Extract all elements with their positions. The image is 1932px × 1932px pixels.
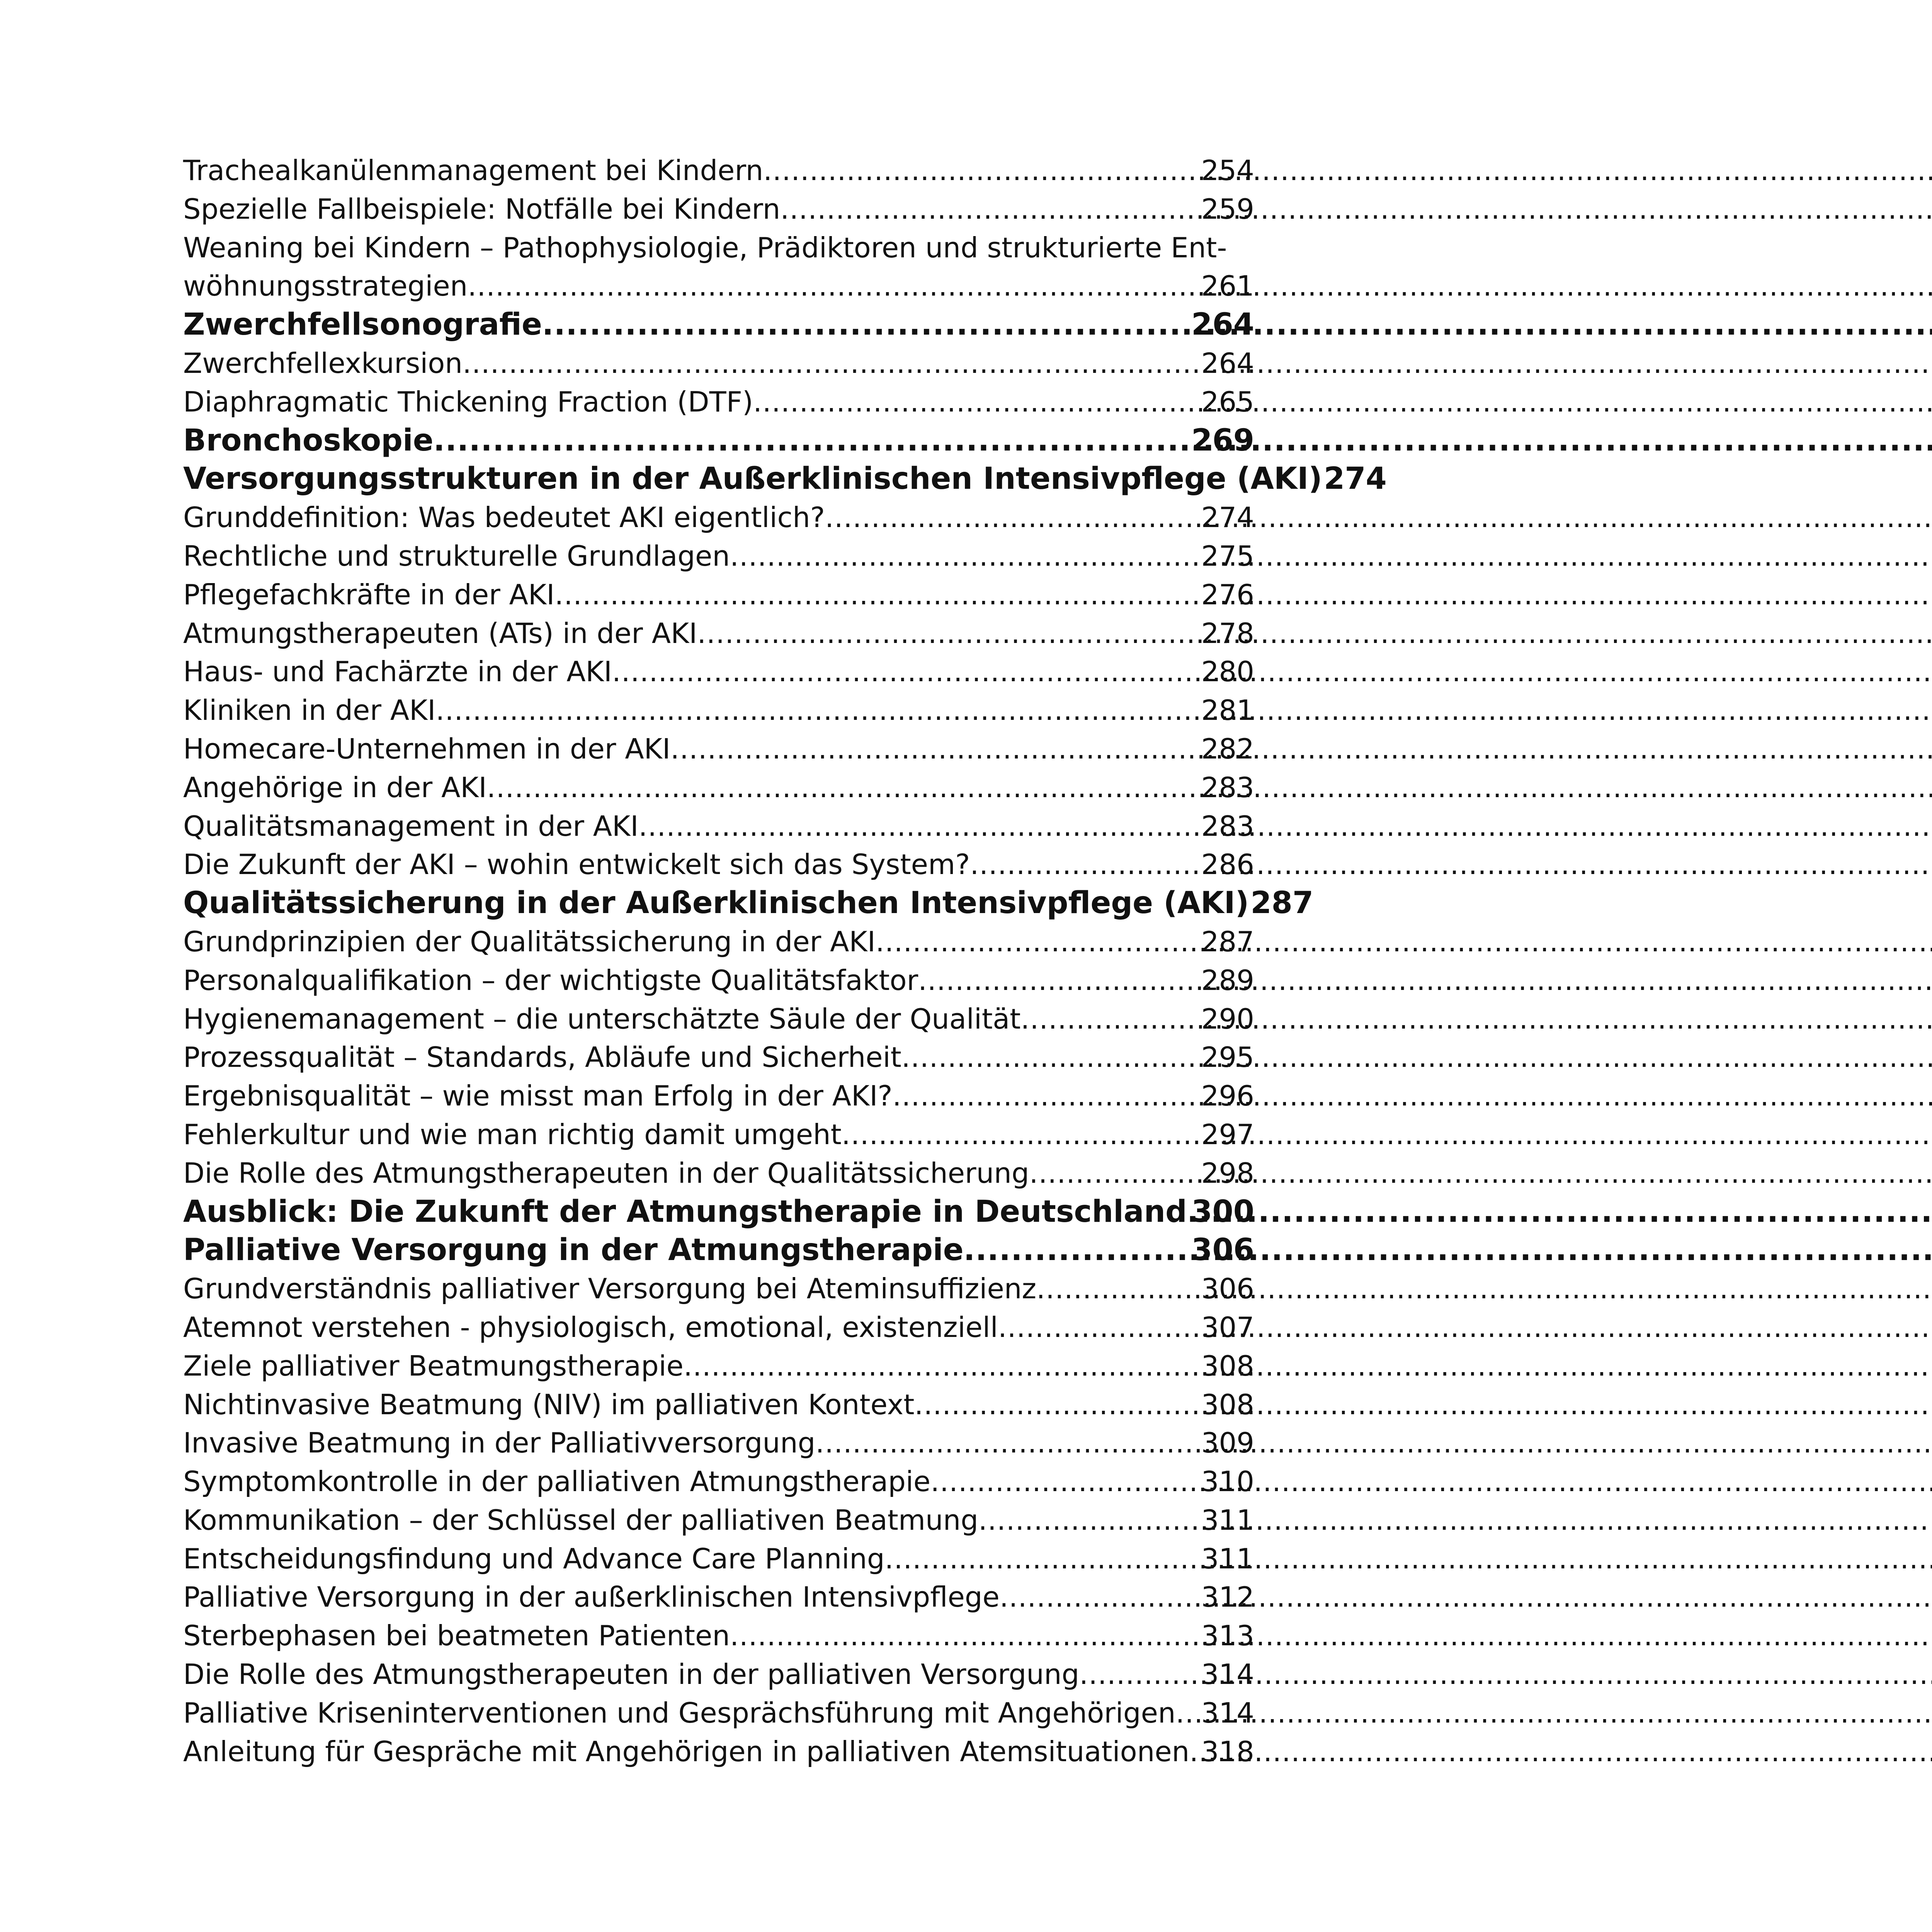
toc-page-number: 290 xyxy=(1201,1002,1254,1035)
toc-entry-title: Fehlerkultur und wie man richtig damit umgeht xyxy=(183,1118,842,1151)
toc-page-number: 296 xyxy=(1201,1080,1254,1112)
toc-entry[interactable] xyxy=(183,691,1254,730)
toc-entry-title: Haus- und Fachärzte in der AKI xyxy=(183,655,612,688)
toc-chapter-entry[interactable] xyxy=(183,306,1254,344)
toc-entry[interactable] xyxy=(183,267,1254,306)
toc-chapter-title: Qualitätssicherung in der Außerklinischen Intensivpflege (AKI) xyxy=(183,886,1249,921)
toc-page-number: 308 xyxy=(1201,1388,1254,1421)
toc-page-number: 283 xyxy=(1201,810,1254,842)
toc-page-number: 282 xyxy=(1201,732,1254,765)
toc-entry[interactable] xyxy=(183,1540,1254,1578)
toc-page-number: 264 xyxy=(1191,307,1254,342)
toc-leader-dots xyxy=(842,1116,1200,1154)
toc-entry-title: Invasive Beatmung in der Palliativversorgung xyxy=(183,1427,816,1459)
toc-entry[interactable] xyxy=(183,1038,1254,1077)
toc-entry[interactable] xyxy=(183,1116,1254,1154)
toc-chapter-entry[interactable] xyxy=(183,422,1254,460)
toc-page-number: 298 xyxy=(1201,1156,1254,1189)
toc-page-number: 311 xyxy=(1201,1503,1254,1536)
toc-page-number: 300 xyxy=(1191,1194,1254,1229)
toc-leader-dots xyxy=(638,807,1199,846)
toc-page-number: 311 xyxy=(1201,1542,1254,1575)
toc-page-number: 259 xyxy=(1201,192,1254,225)
toc-entry[interactable] xyxy=(183,961,1254,1000)
toc-leader-dots xyxy=(542,306,1190,344)
toc-leader-dots xyxy=(684,1347,1200,1386)
toc-entry[interactable] xyxy=(183,1154,1254,1193)
toc-leader-dots xyxy=(901,1038,1200,1077)
toc-entry[interactable] xyxy=(183,923,1254,961)
toc-page-number: 276 xyxy=(1201,578,1254,611)
toc-entry[interactable] xyxy=(183,1077,1254,1116)
toc-leader-dots xyxy=(1036,1270,1199,1308)
toc-leader-dots xyxy=(1021,1000,1200,1039)
toc-page-number: 286 xyxy=(1201,848,1254,881)
toc-leader-dots xyxy=(1176,1694,1200,1733)
toc-page-number: 307 xyxy=(1201,1311,1254,1344)
toc-entry[interactable] xyxy=(183,1000,1254,1039)
toc-entry-title: Die Rolle des Atmungstherapeuten in der palliativen Versorgung xyxy=(183,1658,1080,1691)
toc-entry[interactable] xyxy=(183,807,1254,846)
toc-entry-title: Die Zukunft der AKI – wohin entwickelt sich das System? xyxy=(183,848,970,881)
toc-leader-dots xyxy=(964,1231,1190,1270)
toc-entry-title: Symptomkontrolle in der palliativen Atmungstherapie xyxy=(183,1465,931,1498)
toc-page-number: 318 xyxy=(1201,1735,1254,1768)
toc-entry[interactable] xyxy=(183,498,1254,537)
toc-chapter-entry[interactable] xyxy=(183,1231,1254,1270)
toc-entry[interactable] xyxy=(183,537,1254,576)
toc-entry[interactable] xyxy=(183,614,1254,653)
toc-entry[interactable] xyxy=(183,1501,1254,1540)
toc-entry-title: Qualitätsmanagement in der AKI xyxy=(183,810,639,842)
toc-entry-title: Atemnot verstehen - physiologisch, emotional, existenziell xyxy=(183,1311,998,1344)
toc-entry-title: Nichtinvasive Beatmung (NIV) im palliativen Kontext xyxy=(183,1388,915,1421)
toc-page-number: 280 xyxy=(1201,655,1254,688)
toc-page-number: 287 xyxy=(1250,886,1314,921)
toc-entry-title: Hygienemanagement – die unterschätzte Säule der Qualität xyxy=(183,1002,1021,1035)
toc-entry-title: Grundprinzipien der Qualitätssicherung in der AKI xyxy=(183,925,876,958)
toc-entry[interactable] xyxy=(183,1655,1254,1694)
toc-page-number: 309 xyxy=(1201,1427,1254,1459)
toc-entry-title-line1: Weaning bei Kindern – Pathophysiologie, Prädiktoren und strukturierte Ent- xyxy=(183,231,1227,264)
toc-leader-dots xyxy=(436,691,1200,730)
toc-entry-title: Die Rolle des Atmungstherapeuten in der Qualitätssicherung xyxy=(183,1156,1029,1189)
toc-leader-dots xyxy=(730,537,1200,576)
toc-leader-dots xyxy=(815,1424,1199,1463)
toc-entry[interactable] xyxy=(183,1578,1254,1617)
toc-entry-title: Kommunikation – der Schlüssel der palliativen Beatmung xyxy=(183,1503,978,1536)
toc-entry-title: Personalqualifikation – der wichtigste Qualitätsfaktor xyxy=(183,964,918,997)
toc-page-number: 274 xyxy=(1323,461,1387,497)
toc-entry-title: Entscheidungsfindung und Advance Care Planning xyxy=(183,1542,885,1575)
toc-leader-dots xyxy=(1029,1154,1200,1193)
toc-entry[interactable] xyxy=(183,730,1254,769)
toc-entry-title: Ergebnisqualität – wie misst man Erfolg in der AKI? xyxy=(183,1080,893,1112)
toc-entry[interactable] xyxy=(183,151,1254,190)
toc-page-number: 274 xyxy=(1201,501,1254,534)
toc-entry[interactable] xyxy=(183,190,1254,229)
toc-leader-dots xyxy=(885,1540,1200,1578)
toc-leader-dots xyxy=(612,653,1200,691)
toc-entry-title: Zwerchfellexkursion xyxy=(183,347,463,379)
toc-entry-title: Homecare-Unternehmen in der AKI xyxy=(183,732,671,765)
toc-page-number: 312 xyxy=(1201,1581,1254,1614)
toc-leader-dots xyxy=(998,1308,1200,1347)
toc-entry[interactable] xyxy=(183,1424,1254,1463)
toc-leader-dots xyxy=(697,614,1199,653)
toc-entry[interactable] xyxy=(183,1617,1254,1655)
toc-page-number: 287 xyxy=(1201,925,1254,958)
toc-chapter-entry[interactable] xyxy=(183,1193,1254,1231)
toc-leader-dots xyxy=(730,1617,1200,1655)
toc-leader-dots xyxy=(463,344,1200,383)
toc-page-number: 306 xyxy=(1201,1272,1254,1305)
toc-leader-dots xyxy=(970,845,1199,884)
toc-leader-dots xyxy=(468,267,1199,306)
toc-page-number: 264 xyxy=(1201,347,1254,379)
toc-leader-dots xyxy=(670,730,1200,769)
toc-page-number: 310 xyxy=(1201,1465,1254,1498)
toc-entry-title: Prozessqualität – Standards, Abläufe und Sicherheit xyxy=(183,1041,901,1074)
toc-chapter-title: Zwerchfellsonografie xyxy=(183,307,542,342)
toc-page-number: 289 xyxy=(1201,964,1254,997)
toc-entry-title: Sterbephasen bei beatmeten Patienten xyxy=(183,1619,730,1652)
toc-entry-title: Rechtliche und strukturelle Grundlagen xyxy=(183,539,730,572)
toc-page-number: 275 xyxy=(1201,539,1254,572)
toc-entry[interactable] xyxy=(183,1733,1254,1771)
toc-entry-title: Atmungstherapeuten (ATs) in der AKI xyxy=(183,617,697,650)
toc-chapter-title: Ausblick: Die Zukunft der Atmungstherapie in Deutschland xyxy=(183,1194,1187,1229)
toc-page-number: 314 xyxy=(1201,1696,1254,1729)
toc-leader-dots xyxy=(1189,1733,1199,1771)
toc-entry-title: Palliative Versorgung in der außerklinischen Intensivpflege xyxy=(183,1581,1000,1614)
toc-entry-title: wöhnungsstrategien xyxy=(183,270,468,303)
toc-entry[interactable] xyxy=(183,653,1254,691)
toc-chapter-title: Versorgungsstrukturen in der Außerklinischen Intensivpflege (AKI) xyxy=(183,461,1322,497)
toc-entry-title: Ziele palliativer Beatmungstherapie xyxy=(183,1349,684,1382)
toc-page-number: 283 xyxy=(1201,771,1254,804)
toc-entry[interactable] xyxy=(183,383,1254,422)
toc-entry-title: Spezielle Fallbeispiele: Notfälle bei Kindern xyxy=(183,192,781,225)
toc-entry[interactable] xyxy=(183,1347,1254,1386)
toc-leader-dots xyxy=(1079,1655,1199,1694)
toc-leader-dots xyxy=(825,498,1200,537)
toc-page-number: 297 xyxy=(1201,1118,1254,1151)
toc-leader-dots xyxy=(930,1463,1199,1501)
toc-entry-title: Kliniken in der AKI xyxy=(183,694,436,727)
toc-leader-dots xyxy=(876,923,1200,961)
toc-entry[interactable] xyxy=(183,344,1254,383)
toc-leader-dots xyxy=(780,190,1199,229)
table-of-contents xyxy=(183,151,1387,1771)
toc-entry[interactable] xyxy=(183,845,1254,884)
toc-page-number: 269 xyxy=(1191,423,1254,458)
toc-leader-dots xyxy=(763,151,1199,190)
toc-entry-title: Palliative Kriseninterventionen und Gesprächsführung mit Angehörigen xyxy=(183,1696,1176,1729)
toc-entry-title: Grundverständnis palliativer Versorgung bei Ateminsuffizienz xyxy=(183,1272,1037,1305)
toc-leader-dots xyxy=(918,961,1199,1000)
toc-chapter-title: Palliative Versorgung in der Atmungstherapie xyxy=(183,1233,964,1268)
toc-entry-wrapped-line[interactable] xyxy=(183,229,1254,267)
toc-chapter-title: Bronchoskopie xyxy=(183,423,434,458)
toc-page-number: 278 xyxy=(1201,617,1254,650)
toc-entry[interactable] xyxy=(183,1386,1254,1424)
toc-chapter-entry[interactable] xyxy=(183,460,1387,498)
toc-entry[interactable] xyxy=(183,576,1254,614)
toc-page-number: 306 xyxy=(1191,1233,1254,1268)
toc-entry-title: Angehörige in der AKI xyxy=(183,771,487,804)
toc-page-number: 265 xyxy=(1201,385,1254,418)
toc-entry[interactable] xyxy=(183,1463,1254,1501)
toc-entry-title: Diaphragmatic Thickening Fraction (DTF) xyxy=(183,385,753,418)
toc-entry-title: Trachealkanülenmanagement bei Kindern xyxy=(183,154,764,187)
toc-entry[interactable] xyxy=(183,1694,1254,1733)
toc-entry[interactable] xyxy=(183,769,1254,807)
toc-page-number: 314 xyxy=(1201,1658,1254,1691)
toc-page-number: 261 xyxy=(1201,270,1254,303)
toc-chapter-entry[interactable] xyxy=(183,884,1314,923)
toc-entry-title: Grunddefinition: Was bedeutet AKI eigentlich? xyxy=(183,501,825,534)
toc-page-number: 308 xyxy=(1201,1349,1254,1382)
toc-entry-title: Pflegefachkräfte in der AKI xyxy=(183,578,555,611)
toc-entry[interactable] xyxy=(183,1308,1254,1347)
toc-leader-dots xyxy=(434,422,1190,460)
toc-leader-dots xyxy=(487,769,1200,807)
toc-entry-title: Anleitung für Gespräche mit Angehörigen in palliativen Atemsituationen xyxy=(183,1735,1190,1768)
toc-leader-dots xyxy=(753,383,1199,422)
toc-entry[interactable] xyxy=(183,1270,1254,1308)
toc-leader-dots xyxy=(1000,1578,1200,1617)
toc-leader-dots xyxy=(978,1501,1200,1540)
toc-leader-dots xyxy=(554,576,1199,614)
toc-leader-dots xyxy=(915,1386,1200,1424)
toc-page-number: 254 xyxy=(1201,154,1254,187)
toc-page-number: 281 xyxy=(1201,694,1254,727)
toc-leader-dots xyxy=(893,1077,1200,1116)
toc-page-number: 295 xyxy=(1201,1041,1254,1074)
toc-leader-dots xyxy=(1187,1193,1190,1231)
toc-page-number: 313 xyxy=(1201,1619,1254,1652)
